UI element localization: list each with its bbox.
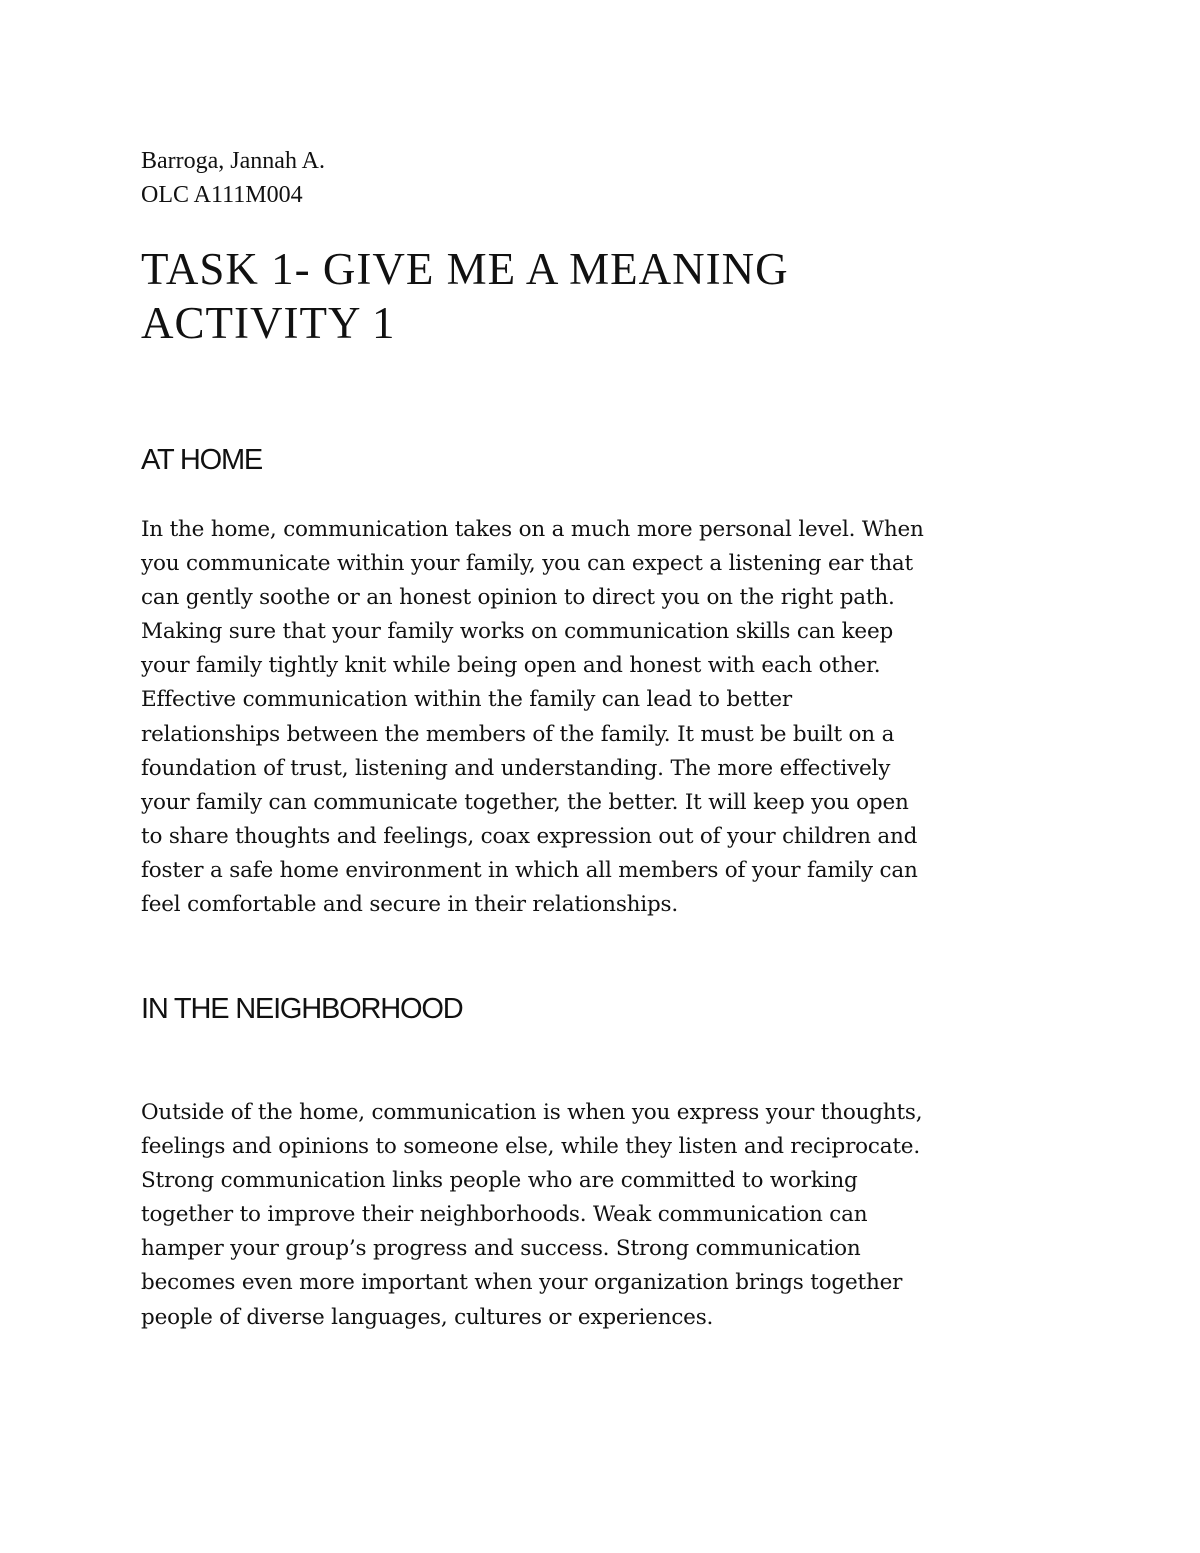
- course-code: OLC A111M004: [141, 182, 303, 208]
- paragraph-line: feelings and opinions to someone else, while they listen and reciprocate.: [141, 1134, 920, 1160]
- paragraph-line: feel comfortable and secure in their relationships.: [141, 892, 679, 918]
- document-title: [141, 242, 789, 350]
- paragraph-line: you communicate within your family, you can expect a listening ear that: [141, 551, 913, 577]
- author-block: [141, 144, 325, 212]
- paragraph-line: Making sure that your family works on communication skills can keep: [141, 619, 894, 645]
- paragraph-line: relationships between the members of the family. It must be built on a: [141, 721, 895, 747]
- section-paragraph-in-the-neighborhood: [141, 1096, 1081, 1335]
- title-line-1: TASK 1- GIVE ME A MEANING: [141, 244, 789, 294]
- paragraph-line: together to improve their neighborhoods. Weak communication can: [141, 1202, 868, 1228]
- paragraph-line: to share thoughts and feelings, coax expression out of your children and: [141, 823, 918, 849]
- title-line-2: ACTIVITY 1: [141, 298, 396, 348]
- paragraph-line: can gently soothe or an honest opinion to direct you on the right path.: [141, 585, 895, 611]
- section-paragraph-at-home: [141, 513, 1081, 922]
- author-name: Barroga, Jannah A.: [141, 148, 325, 174]
- paragraph-line: becomes even more important when your organization brings together: [141, 1270, 903, 1296]
- paragraph-line: people of diverse languages, cultures or experiences.: [141, 1304, 714, 1330]
- section-heading-at-home: AT HOME: [141, 444, 263, 476]
- section-heading-in-the-neighborhood: IN THE NEIGHBORHOOD: [141, 993, 463, 1025]
- paragraph-line: hamper your group’s progress and success. Strong communication: [141, 1236, 861, 1262]
- paragraph-line: your family can communicate together, the better. It will keep you open: [141, 789, 909, 815]
- paragraph-line: your family tightly knit while being open and honest with each other.: [141, 653, 881, 679]
- paragraph-line: foundation of trust, listening and understanding. The more effectively: [141, 755, 891, 781]
- paragraph-line: In the home, communication takes on a much more personal level. When: [141, 517, 924, 542]
- paragraph-line: foster a safe home environment in which all members of your family can: [141, 857, 918, 883]
- paragraph-line: Effective communication within the family can lead to better: [141, 687, 792, 713]
- paragraph-line: Strong communication links people who are committed to working: [141, 1168, 858, 1194]
- paragraph-line: Outside of the home, communication is when you express your thoughts,: [141, 1100, 923, 1125]
